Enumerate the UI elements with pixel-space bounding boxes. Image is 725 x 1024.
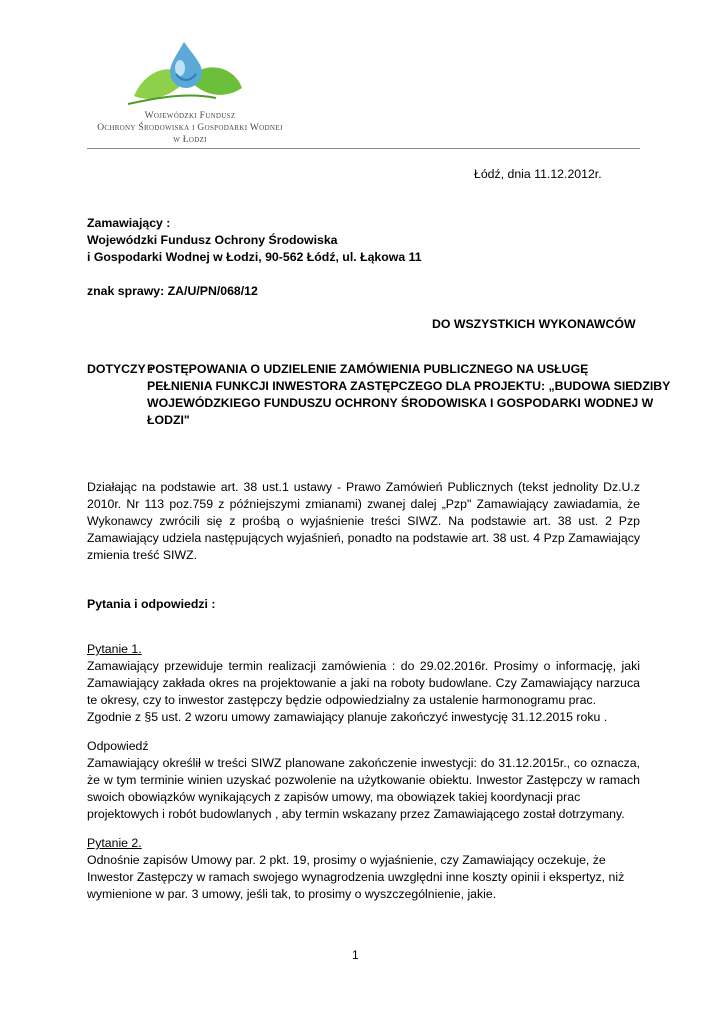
question-1-line: te okresy, czy to inwestor zastępczy będzie odpowiedzialny za ustalenie harmonogramu prac. [87, 693, 596, 707]
subject-line-2: PEŁNIENIA FUNKCJI INWESTORA ZASTĘPCZEGO DLA PROJEKTU: „BUDOWA SIEDZIBY [147, 379, 671, 393]
question-2 [87, 835, 640, 903]
question-1 [87, 641, 640, 726]
zamawiajacy-label: Zamawiający : [87, 216, 171, 230]
logo-line-3: w Łodzi [173, 135, 207, 145]
subject-line-1: POSTĘPOWANIA O UDZIELENIE ZAMÓWIENIA PUBLICZNEGO NA USŁUGĘ [147, 362, 589, 376]
intro-line: 2010r. Nr 113 poz.759 z późniejszymi zmianami) zwanej dalej „Pzp" Zamawiający zawiadamia, że [87, 497, 640, 511]
question-2-line: Odnośnie zapisów Umowy par. 2 pkt. 19, prosimy o wyjaśnienie, czy Zamawiający oczekuje, że [87, 853, 606, 867]
subject-line-4: ŁODZI" [147, 413, 190, 427]
logo-line-1: Wojewódzki Fundusz [144, 111, 236, 121]
addressee: DO WSZYSTKICH WYKONAWCÓW [432, 317, 636, 331]
intro-line: Działając na podstawie art. 38 ust.1 ustawy - Prawo Zamówień Publicznych (tekst jednolity Dz.U.z [87, 480, 640, 494]
logo-line-2: Ochrony Środowiska i Gospodarki Wodnej [97, 123, 283, 133]
question-1-line: Zamawiający zakłada okres na projektowanie a jaki na roboty budowlane. Czy Zamawiający narzuca [87, 676, 640, 690]
intro-line: zmienia treść SIWZ. [87, 548, 198, 562]
case-number: znak sprawy: ZA/U/PN/068/12 [87, 284, 258, 298]
qa-heading: Pytania i odpowiedzi : [87, 597, 216, 611]
date-line: Łódź, dnia 11.12.2012r. [474, 167, 602, 181]
answer-1-line: swoich obowiązków wynikających z zapisów umowy, ma obowiązek takiej koordynacji prac [87, 790, 581, 804]
zamawiajacy-name-line-1: Wojewódzki Fundusz Ochrony Środowiska [87, 233, 338, 247]
fund-logo [80, 38, 300, 152]
page-number: 1 [352, 948, 359, 962]
answer-1-line: projektowych i robót budowlanych , aby termin wskazany przez Zamawiającego został dotrzymany. [87, 807, 625, 821]
answer-1-title: Odpowiedź [87, 739, 149, 753]
intro-line: Wykonawcy zwrócili się z prośbą o wyjaśnienie treści SIWZ. Na podstawie art. 38 ust. 2 Pzp [87, 514, 640, 528]
answer-1-line: że w tym terminie winien uzyskać pozwolenie na użytkowanie obiektu. Inwestor Zastępczy w ramach [87, 773, 640, 787]
question-2-line: Inwestor Zastępczy w ramach swojego wynagrodzenia uwzględni inne koszty opinii i ekspertyz, niż [87, 870, 625, 884]
subject-line-3: WOJEWÓDZKIEGO FUNDUSZU OCHRONY ŚRODOWISKA I GOSPODARKI WODNEJ W [147, 396, 654, 410]
header-divider [87, 148, 640, 149]
subject-prefix: DOTYCZY : [87, 362, 154, 376]
intro-paragraph [87, 479, 640, 564]
question-1-line: Zgodnie z §5 ust. 2 wzoru umowy zamawiający planuje zakończyć inwestycję 31.12.2015 roku . [87, 710, 608, 724]
leaf-drop-emblem-icon [126, 38, 246, 110]
question-1-line: Zamawiający przewiduje termin realizacji zamówienia : do 29.02.2016r. Prosimy o informację, jaki [87, 659, 640, 673]
question-2-title: Pytanie 2. [87, 836, 142, 850]
intro-line: Zamawiający udziela następujących wyjaśnień, ponadto na podstawie art. 38 ust. 4 Pzp Zamawiający [87, 531, 640, 545]
question-1-title: Pytanie 1. [87, 642, 142, 656]
answer-1 [87, 738, 640, 823]
zamawiajacy-name-line-2: i Gospodarki Wodnej w Łodzi, 90-562 Łódź, ul. Łąkowa 11 [87, 250, 422, 264]
answer-1-line: Zamawiający określił w treści SIWZ planowane zakończenie inwestycji: do 31.12.2015r., co oznacza, [87, 756, 640, 770]
question-2-line: wymienione w par. 3 umowy, jeśli tak, to prosimy o wyszczególnienie, jakie. [87, 887, 497, 901]
